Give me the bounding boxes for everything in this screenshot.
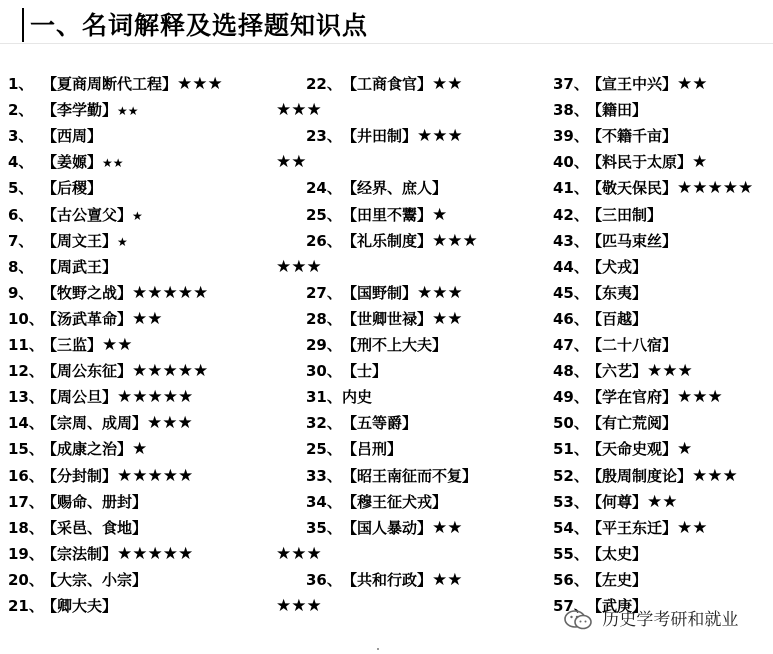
term-label: 【三监】	[42, 336, 103, 354]
item-number: 14、	[8, 414, 44, 433]
importance-stars: ★★★	[677, 387, 723, 408]
term-item	[306, 490, 447, 514]
item-number: 15、	[8, 440, 44, 459]
term-label: 【成康之治】	[42, 440, 133, 459]
item-number: 19、	[8, 544, 44, 563]
item-number: 32、	[306, 414, 342, 433]
term-label: 【百越】	[587, 309, 648, 328]
importance-stars: ★★★	[432, 230, 478, 251]
item-number: 10、	[8, 309, 44, 328]
term-label: 【宗周、成周】	[42, 414, 148, 433]
term-item	[553, 464, 738, 488]
term-item	[306, 385, 372, 409]
term-item	[8, 98, 139, 122]
term-item	[306, 411, 417, 435]
term-label: 【礼乐制度】	[342, 231, 433, 250]
term-item	[306, 516, 463, 540]
term-label: 【姜嫄】	[42, 153, 103, 172]
term-label: 【穆王征犬戎】	[342, 492, 448, 511]
importance-stars: ★★	[102, 156, 124, 171]
heading-title: 一、名词解释及选择题知识点	[30, 11, 369, 40]
term-label: 【西周】	[42, 127, 103, 146]
term-item	[8, 203, 143, 227]
item-number: 3、	[8, 127, 34, 146]
importance-stars: ★	[132, 208, 143, 223]
term-label: 【武庚】	[587, 597, 648, 615]
term-item	[8, 150, 124, 174]
term-item	[306, 281, 463, 305]
item-number: 27、	[306, 283, 342, 302]
term-item	[8, 255, 117, 279]
item-number: 31、	[306, 388, 342, 407]
term-item	[8, 124, 102, 148]
term-label: 【匹马束丝】	[587, 231, 678, 250]
item-number: 8、	[8, 257, 34, 276]
term-item	[306, 203, 447, 227]
term-item	[553, 255, 647, 279]
item-number: 41、	[553, 179, 589, 198]
term-label: 【周文王】	[42, 231, 118, 250]
term-label: 【采邑、食地】	[42, 518, 148, 537]
importance-stars: ★★★	[147, 413, 193, 434]
term-label: 【六艺】	[587, 362, 648, 381]
importance-stars: ★★★	[692, 465, 738, 486]
term-item	[306, 568, 463, 592]
term-label: 【卿大夫】	[42, 597, 118, 615]
term-item	[8, 333, 133, 357]
item-number: 53、	[553, 492, 589, 511]
item-number: 23、	[306, 127, 342, 146]
term-label: 【共和行政】	[342, 570, 433, 589]
term-label: 【平王东迁】	[587, 518, 678, 537]
watermark-text: 历史学考研和就业	[602, 610, 739, 630]
term-item	[553, 150, 707, 174]
term-label: 【五等爵】	[342, 414, 418, 433]
term-label: 【周武王】	[42, 257, 118, 276]
term-label: 【李学勤】	[42, 101, 118, 120]
importance-stars: ★	[132, 439, 148, 460]
item-number: 2、	[8, 101, 34, 120]
divider	[0, 43, 773, 44]
importance-stars: ★★★★★	[117, 387, 194, 408]
item-number: 24、	[306, 179, 342, 198]
wrapped-stars: ★★★	[276, 543, 322, 564]
term-item	[8, 411, 193, 435]
term-item	[306, 229, 478, 253]
item-number: 25、	[306, 440, 342, 459]
importance-stars: ★★★	[417, 126, 463, 147]
importance-stars: ★★	[432, 74, 463, 94]
term-label: 【籍田】	[587, 101, 648, 120]
term-label: 【左史】	[587, 570, 648, 589]
importance-stars: ★★★★★	[677, 178, 754, 199]
term-item	[553, 333, 677, 357]
item-number: 36、	[306, 570, 342, 589]
term-item	[8, 359, 208, 383]
term-label: 【何尊】	[587, 492, 648, 511]
term-item	[553, 568, 647, 592]
term-item	[553, 229, 677, 253]
term-label: 【古公亶父】	[42, 205, 133, 224]
importance-stars: ★	[677, 439, 693, 460]
term-label: 【后稷】	[42, 179, 103, 198]
item-number: 42、	[553, 205, 589, 224]
wrapped-stars: ★★	[276, 152, 307, 173]
importance-stars: ★★★★★	[132, 282, 209, 303]
item-number: 6、	[8, 205, 34, 224]
item-number: 17、	[8, 492, 44, 511]
term-item	[553, 542, 647, 566]
wrapped-stars: ★★★	[276, 596, 322, 616]
importance-stars: ★★	[677, 517, 708, 538]
term-label: 【工商食官】	[342, 75, 433, 93]
item-number: 39、	[553, 127, 589, 146]
term-label: 【分封制】	[42, 466, 118, 485]
term-item	[553, 437, 692, 461]
term-label: 【吕刑】	[342, 440, 403, 459]
item-number: 18、	[8, 518, 44, 537]
item-number: 35、	[306, 518, 342, 537]
importance-stars: ★★★	[647, 361, 693, 382]
term-item	[553, 307, 647, 331]
wechat-logo-icon	[563, 609, 593, 631]
term-item	[8, 568, 147, 592]
item-number: 55、	[553, 544, 589, 563]
term-label: 【牧野之战】	[42, 283, 133, 302]
item-number: 38、	[553, 101, 589, 120]
term-item	[306, 124, 463, 148]
item-number: 22、	[306, 75, 342, 93]
item-number: 30、	[306, 362, 342, 381]
term-item	[8, 594, 117, 618]
item-number: 20、	[8, 570, 44, 589]
term-label: 【东夷】	[587, 283, 648, 302]
wrapped-stars: ★★★	[276, 100, 322, 121]
term-item	[553, 124, 677, 148]
term-label: 【周公旦】	[42, 388, 118, 407]
term-label: 【有亡荒阅】	[587, 414, 678, 433]
term-label: 【汤武革命】	[42, 309, 133, 328]
term-item	[553, 411, 677, 435]
term-label: 【刑不上大夫】	[342, 336, 448, 354]
term-label: 【赐命、册封】	[42, 492, 148, 511]
item-number: 13、	[8, 388, 44, 407]
item-number: 1、	[8, 75, 34, 93]
item-number: 51、	[553, 440, 589, 459]
item-number: 9、	[8, 283, 34, 302]
term-label: 【宣王中兴】	[587, 75, 678, 93]
term-item	[8, 229, 128, 253]
importance-stars: ★★	[647, 491, 678, 512]
term-label: 【周公东征】	[42, 362, 133, 381]
item-number: 29、	[306, 336, 342, 354]
term-item	[8, 176, 102, 200]
term-label: 【经界、庶人】	[342, 179, 448, 198]
term-item	[8, 281, 208, 305]
term-label: 【学在官府】	[587, 388, 678, 407]
term-item	[306, 176, 447, 200]
importance-stars: ★★★★★	[132, 361, 209, 382]
item-number: 21、	[8, 597, 44, 615]
term-item	[553, 516, 708, 540]
item-number: 52、	[553, 466, 589, 485]
importance-stars: ★★	[102, 335, 133, 355]
term-item	[306, 464, 477, 488]
item-number: 43、	[553, 231, 589, 250]
term-label: 【国人暴动】	[342, 518, 433, 537]
term-item	[8, 437, 147, 461]
importance-stars: ★	[692, 152, 708, 173]
term-item	[306, 333, 447, 357]
item-number: 34、	[306, 492, 342, 511]
term-item	[553, 359, 693, 383]
term-item	[8, 490, 147, 514]
item-number: 57、	[553, 597, 589, 615]
item-number: 40、	[553, 153, 589, 172]
term-item	[553, 98, 647, 122]
term-label: 【二十八宿】	[587, 336, 678, 354]
item-number: 46、	[553, 309, 589, 328]
term-label: 【大宗、小宗】	[42, 570, 148, 589]
importance-stars: ★★★	[177, 74, 223, 94]
importance-stars: ★	[117, 234, 128, 249]
item-number: 26、	[306, 231, 342, 250]
term-label: 【不籍千亩】	[587, 127, 678, 146]
item-number: 49、	[553, 388, 589, 407]
item-number: 16、	[8, 466, 44, 485]
term-label: 【宗法制】	[42, 544, 118, 563]
term-item	[8, 307, 163, 331]
importance-stars: ★★	[432, 569, 463, 590]
importance-stars: ★★	[117, 104, 139, 119]
term-label: 内史	[342, 388, 373, 407]
term-label: 【井田制】	[342, 127, 418, 146]
item-number: 37、	[553, 75, 589, 93]
item-number: 56、	[553, 570, 589, 589]
term-label: 【天命史观】	[587, 440, 678, 459]
term-item	[306, 307, 463, 331]
item-number: 5、	[8, 179, 34, 198]
item-number: 28、	[306, 309, 342, 328]
item-number: 47、	[553, 336, 589, 354]
item-number: 44、	[553, 257, 589, 276]
term-item	[306, 359, 387, 383]
item-number: 54、	[553, 518, 589, 537]
term-item	[553, 385, 723, 409]
term-label: 【田里不鬻】	[342, 205, 433, 224]
term-label: 【士】	[342, 362, 388, 381]
stray-mark	[377, 648, 379, 650]
term-item	[8, 72, 223, 96]
wrapped-stars: ★★★	[276, 256, 322, 277]
term-label: 【太史】	[587, 544, 648, 563]
importance-stars: ★★★★★	[117, 465, 194, 486]
term-item	[8, 542, 193, 566]
watermark	[563, 608, 738, 632]
term-label: 【三田制】	[587, 205, 663, 224]
term-item	[553, 281, 647, 305]
importance-stars: ★★	[677, 74, 708, 94]
item-number: 33、	[306, 466, 342, 485]
item-number: 4、	[8, 153, 34, 172]
importance-stars: ★★★★★	[117, 543, 194, 564]
term-label: 【敬天保民】	[587, 179, 678, 198]
item-number: 12、	[8, 362, 44, 381]
term-label: 【夏商周断代工程】	[42, 75, 178, 93]
term-item	[553, 203, 662, 227]
item-number: 11、	[8, 336, 44, 354]
item-number: 48、	[553, 362, 589, 381]
term-item	[8, 516, 147, 540]
importance-stars: ★	[432, 204, 448, 225]
term-label: 【殷周制度论】	[587, 466, 693, 485]
item-number: 7、	[8, 231, 34, 250]
importance-stars: ★★★	[417, 282, 463, 303]
term-label: 【国野制】	[342, 283, 418, 302]
term-item	[8, 385, 193, 409]
item-number: 50、	[553, 414, 589, 433]
item-number: 25、	[306, 205, 342, 224]
term-item	[306, 72, 463, 96]
importance-stars: ★★	[132, 308, 163, 329]
term-item	[553, 176, 753, 200]
term-item	[553, 72, 708, 96]
term-label: 【料民于太原】	[587, 153, 693, 172]
importance-stars: ★★	[432, 517, 463, 538]
term-label: 【昭王南征而不复】	[342, 466, 478, 485]
term-item	[8, 464, 193, 488]
term-item	[553, 490, 678, 514]
term-label: 【犬戎】	[587, 257, 648, 276]
term-label: 【世卿世禄】	[342, 309, 433, 328]
item-number: 45、	[553, 283, 589, 302]
term-item	[306, 437, 402, 461]
heading-rule	[22, 8, 24, 42]
importance-stars: ★★	[432, 308, 463, 329]
